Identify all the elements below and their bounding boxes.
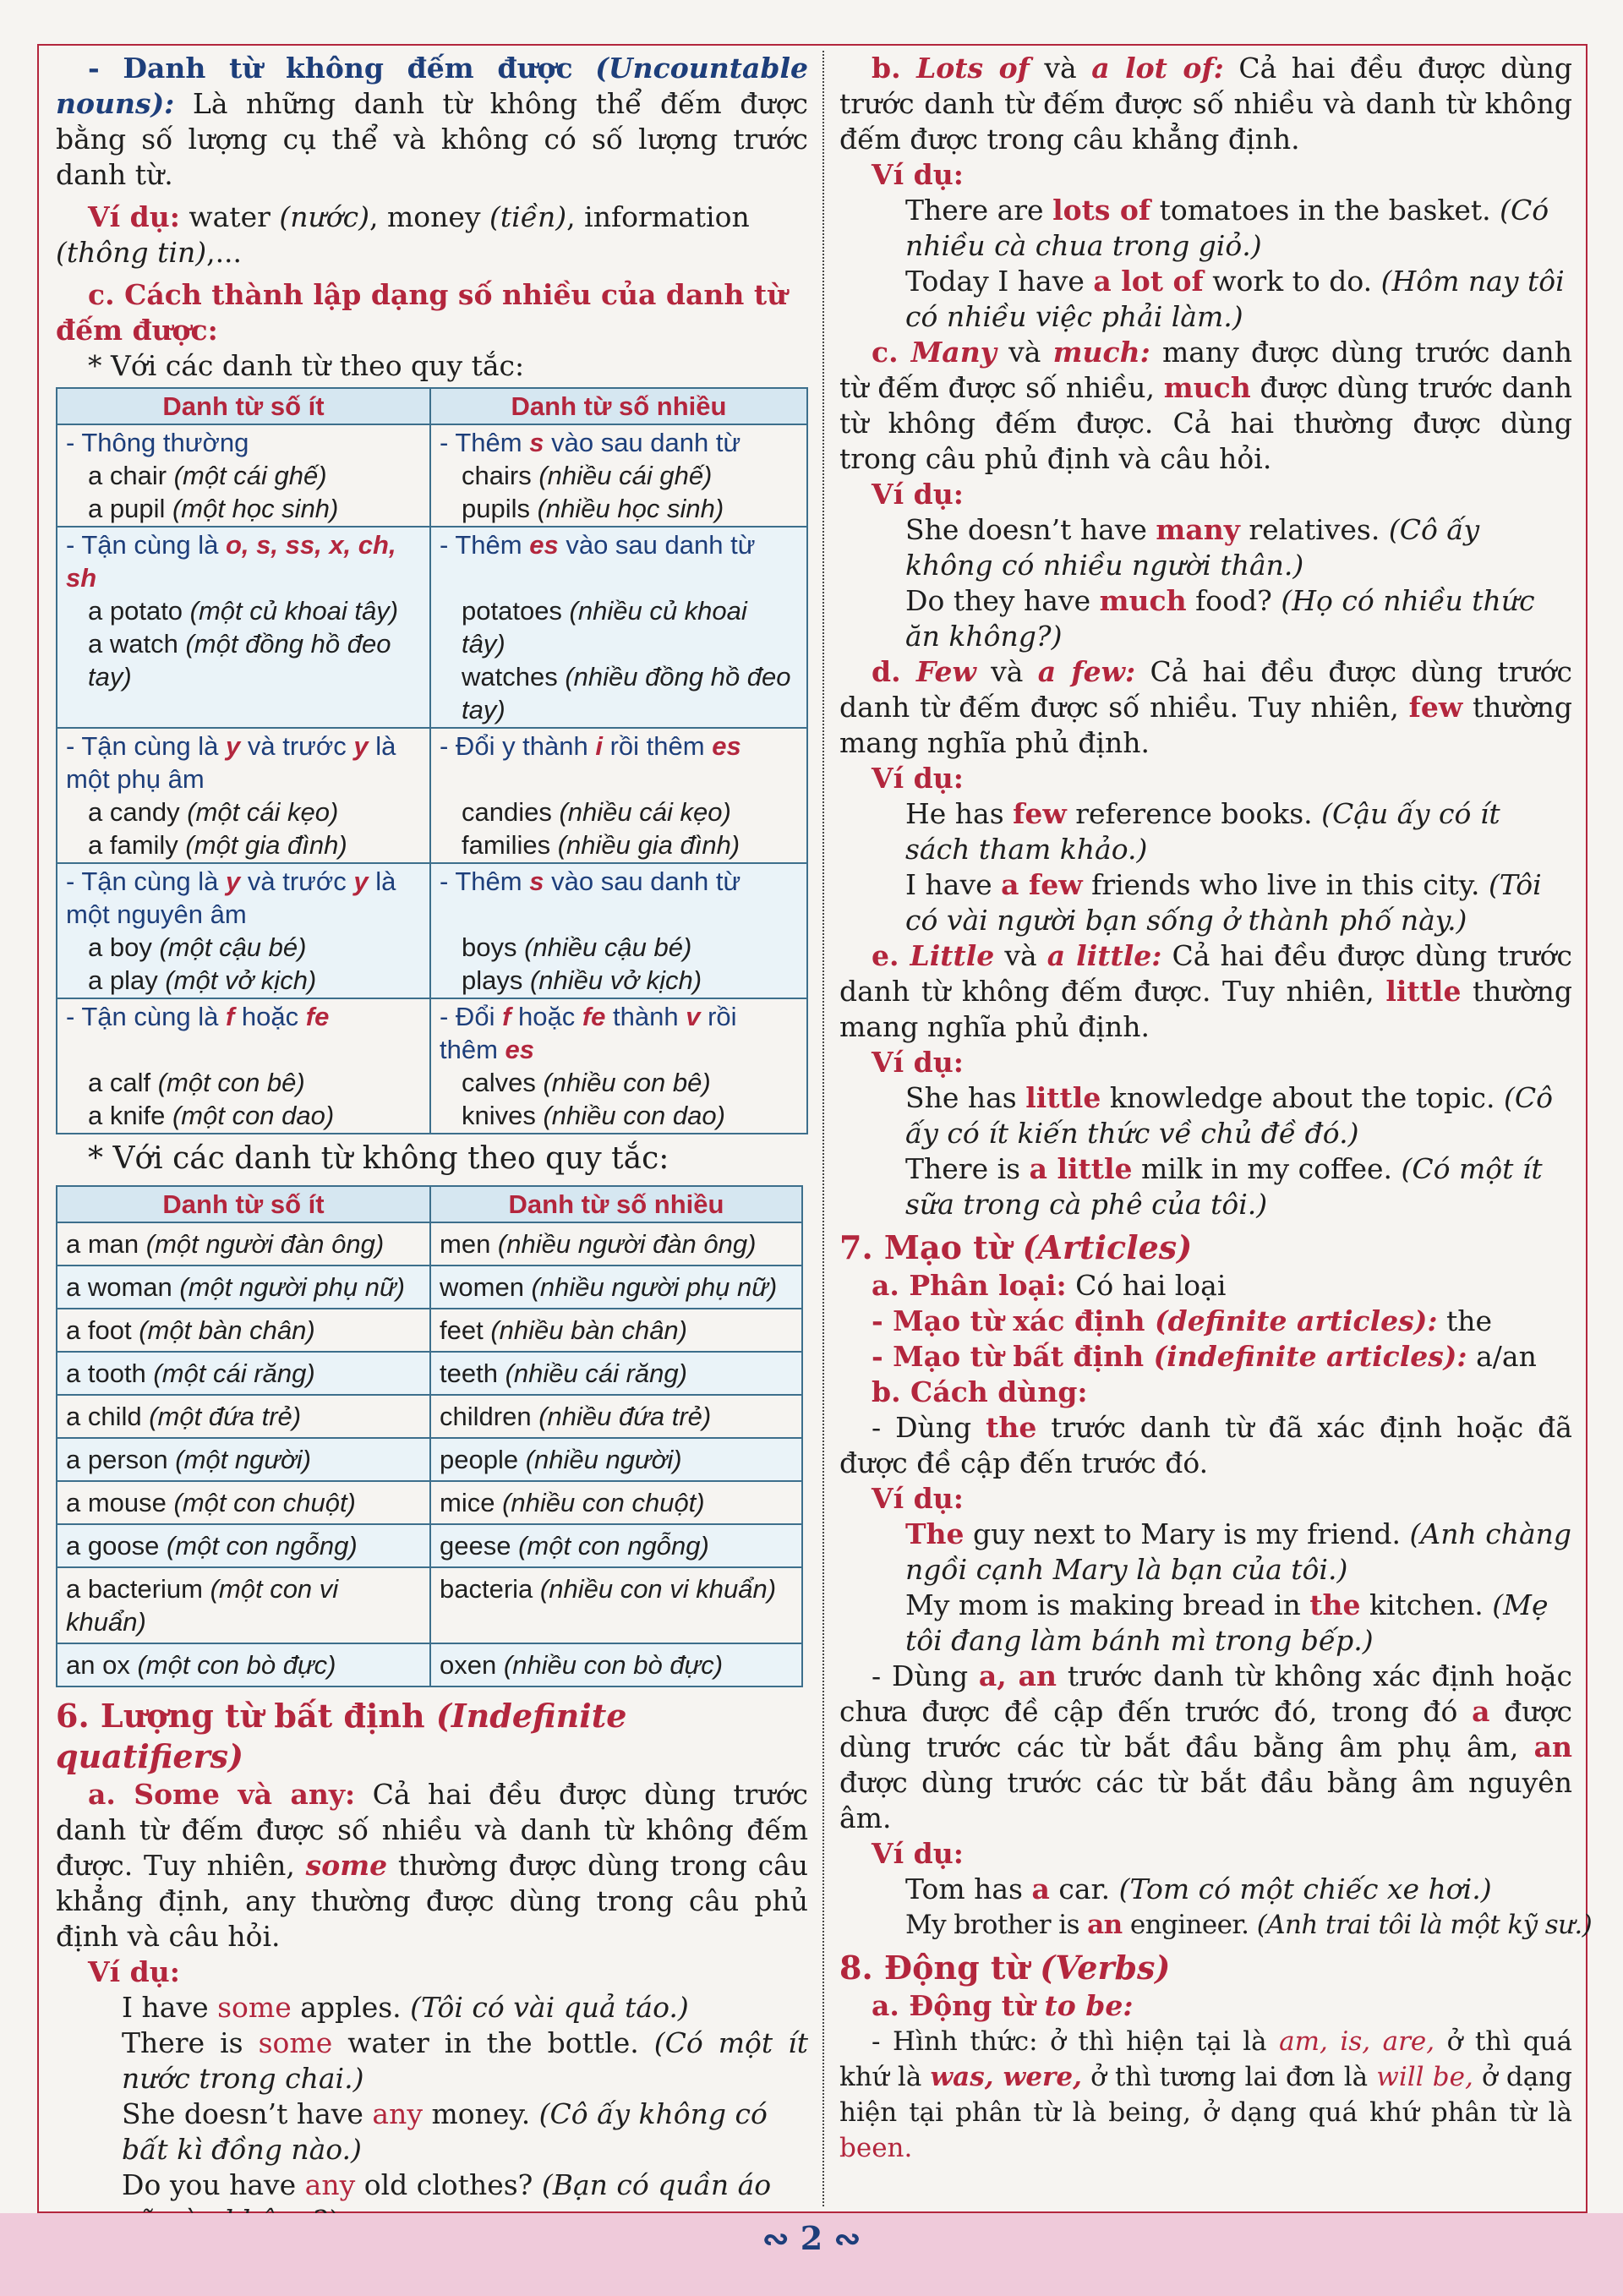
section-7b: b. Cách dùng: [872, 1375, 1088, 1408]
table-header: Danh từ số ít [57, 388, 430, 424]
table-row: a tooth (một cái răng) teeth (nhiều cái răng) [57, 1352, 802, 1395]
section-6c: c. Many và much: many được dùng trước danh từ đếm được số nhiều, much được dùng trước danh từ không đếm được. Cả hai thường được dùng trong câu phủ định và câu hỏi. [839, 336, 1573, 475]
example-sentence: She doesn’t have many relatives. (Cô ấy không có nhiều người thân.) [905, 513, 1480, 582]
table-header: Danh từ số ít [57, 1186, 430, 1222]
indefinite-articles: - Mạo từ bất định (indefinite articles): a/an [872, 1340, 1537, 1373]
table-row: - Tận cùng là y và trước y là một nguyên âm a boy (một cậu bé) a play (một vở kịch) - Thêm s vào sau danh từ boys (nhiều cậu bé) plays (nhiều vở kịch) [57, 863, 807, 998]
section-6e: e. Little và a little: Cả hai đều được dùng trước danh từ không đếm được. Tuy nhiên, little thường mang nghĩa phủ định. [839, 939, 1573, 1043]
example-label: Ví dụ: [872, 1837, 964, 1870]
example-sentence: My brother is an engineer. (Anh trai tôi là một kỹ sư.) [905, 1910, 1593, 1940]
usage-the: - Dùng the trước danh từ đã xác định hoặc đã được đề cập đến trước đó. [839, 1411, 1572, 1479]
uncountable-definition: - Danh từ không đếm được (Uncountable nouns): Là những danh từ không thể đếm được bằng số lượng cụ thể và không có số lượng trước danh từ. [56, 52, 808, 191]
to-be-forms: - Hình thức: ở thì hiện tại là am, is, are, ở thì quá khứ là was, were, ở thì tương lai đơn là will be, ở dạng hiện tại phân từ là being, ở dạng quá khứ phân từ là been. [839, 2026, 1573, 2163]
table-row: - Tận cùng là f hoặc fe a calf (một con bê) a knife (một con dao) - Đổi f hoặc fe thành v rồi thêm es calves (nhiều con bê) knives (nhiều con dao) [57, 998, 807, 1134]
example-sentence: There is some water in the bottle. (Có một ít nước trong chai.) [122, 2026, 809, 2095]
example-sentence: I have a few friends who live in this city. (Tôi có vài người bạn sống ở thành phố này.) [905, 868, 1542, 937]
example-sentence: Do they have much food? (Họ có nhiều thức ăn không?) [905, 584, 1535, 653]
example-label: Ví dụ: [872, 1046, 964, 1079]
table-row: a woman (một người phụ nữ) women (nhiều người phụ nữ) [57, 1266, 802, 1309]
table-row: - Tận cùng là y và trước y là một phụ âm a candy (một cái kẹo) a family (một gia đình) - Đổi y thành i rồi thêm es candies (nhiều cái kẹo) families (nhiều gia đình) [57, 728, 807, 863]
example-sentence: The guy next to Mary is my friend. (Anh chàng ngồi cạnh Mary là bạn của tôi.) [905, 1517, 1572, 1586]
table-row: a man (một người đàn ông) men (nhiều người đàn ông) [57, 1222, 802, 1266]
example-sentence: There are lots of tomatoes in the basket. (Có nhiều cà chua trong giỏ.) [905, 194, 1549, 262]
plural-heading: c. Cách thành lập dạng số nhiều của danh từ đếm được: [56, 278, 788, 347]
table-row: - Thông thường a chair (một cái ghế) a pupil (một học sinh) - Thêm s vào sau danh từ chairs (nhiều cái ghế) pupils (nhiều học sinh) [57, 424, 807, 527]
regular-plural-table [56, 387, 808, 1134]
table-row: - Tận cùng là o, s, ss, x, ch, sh a potato (một củ khoai tây) a watch (một đồng hồ đeo tay) - Thêm es vào sau danh từ potatoes (nhiều củ khoai tây) watches (nhiều đồng hồ đeo tay) [57, 527, 807, 728]
uncountable-example: Ví dụ: water (nước), money (tiền), information (thông tin),... [56, 200, 750, 269]
irregular-heading: * Với các danh từ không theo quy tắc: [88, 1141, 669, 1176]
table-row: a foot (một bàn chân) feet (nhiều bàn chân) [57, 1309, 802, 1352]
left-ornament-icon: ∾ [762, 2219, 801, 2257]
example-sentence: My mom is making bread in the kitchen. (Mẹ tôi đang làm bánh mì trong bếp.) [905, 1588, 1549, 1657]
irregular-plural-table [56, 1185, 803, 1687]
example-sentence: He has few reference books. (Cậu ấy có ít sách tham khảo.) [905, 797, 1500, 866]
example-sentence: She has little knowledge about the topic. (Cô ấy có ít kiến thức về chủ đề đó.) [905, 1081, 1554, 1150]
column-divider [822, 51, 824, 2206]
right-ornament-icon: ∾ [822, 2219, 861, 2257]
example-label: Ví dụ: [872, 158, 964, 191]
section-6a: a. Some và any: Cả hai đều được dùng trước danh từ đếm được số nhiều và danh từ không đếm được. Tuy nhiên, some thường được dùng trong câu khẳng định, any thường được dùng trong câu phủ định và câu hỏi. [56, 1778, 809, 1953]
section-7-title: 7. Mạo từ (Articles) [839, 1228, 1193, 1266]
table-row: a goose (một con ngỗng) geese (một con ngỗng) [57, 1524, 802, 1567]
example-sentence: Today I have a lot of work to do. (Hôm nay tôi có nhiều việc phải làm.) [905, 265, 1565, 333]
example-sentence: Tom has a car. (Tom có một chiếc xe hơi.) [905, 1872, 1492, 1905]
section-6b: b. Lots of và a lot of: Cả hai đều được dùng trước danh từ đếm được số nhiều và danh từ không đếm được trong câu khẳng định. [839, 52, 1572, 156]
page-number: ∾ 2 ∾ [762, 2219, 861, 2257]
table-row: an ox (một con bò đực) oxen (nhiều con bò đực) [57, 1643, 802, 1686]
example-sentence: Do you have any old clothes? (Bạn có quần áo [122, 2168, 772, 2201]
usage-a-an: - Dùng a, an trước danh từ không xác định hoặc chưa được đề cập đến trước đó, trong đó a được dùng trước các từ bắt đầu bằng âm phụ âm, an được dùng trước các từ bắt đầu bằng âm nguyên âm. [839, 1659, 1572, 1834]
section-6d: d. Few và a few: Cả hai đều được dùng trước danh từ đếm được số nhiều. Tuy nhiên, few thường mang nghĩa phủ định. [839, 655, 1572, 759]
section-8-title: 8. Động từ (Verbs) [839, 1949, 1171, 1987]
table-row: a mouse (một con chuột) mice (nhiều con chuột) [57, 1481, 802, 1524]
section-6-title: 6. Lượng từ bất định (Indefinite quatifiers) [56, 1697, 627, 1775]
example-label: Ví dụ: [88, 1955, 180, 1988]
table-header: Danh từ số nhiều [430, 388, 807, 424]
table-row: a bacterium (một con vi khuẩn) bacteria (nhiều con vi khuẩn) [57, 1567, 802, 1643]
table-row: a child (một đứa trẻ) children (nhiều đứa trẻ) [57, 1395, 802, 1438]
example-label: Ví dụ: [872, 1482, 964, 1515]
table-header: Danh từ số nhiều [430, 1186, 802, 1222]
example-label: Ví dụ: [872, 762, 964, 795]
section-7a: a. Phân loại: Có hai loại [872, 1269, 1227, 1302]
example-sentence: I have some apples. (Tôi có vài quả táo.) [122, 1991, 689, 2024]
example-sentence: She doesn’t have any money. (Cô ấy không có bất kì đồng nào.) [122, 2097, 768, 2166]
example-sentence: There is a little milk in my coffee. (Có một ít sữa trong cà phê của tôi.) [905, 1152, 1543, 1221]
left-column [56, 51, 808, 2239]
right-column [839, 51, 1593, 2166]
example-label: Ví dụ: [872, 478, 964, 511]
section-8a: a. Động từ to be: [872, 1989, 1134, 2022]
definite-articles: - Mạo từ xác định (definite articles): the [872, 1304, 1493, 1337]
regular-heading: * Với các danh từ theo quy tắc: [88, 349, 525, 382]
table-row: a person (một người) people (nhiều người) [57, 1438, 802, 1481]
